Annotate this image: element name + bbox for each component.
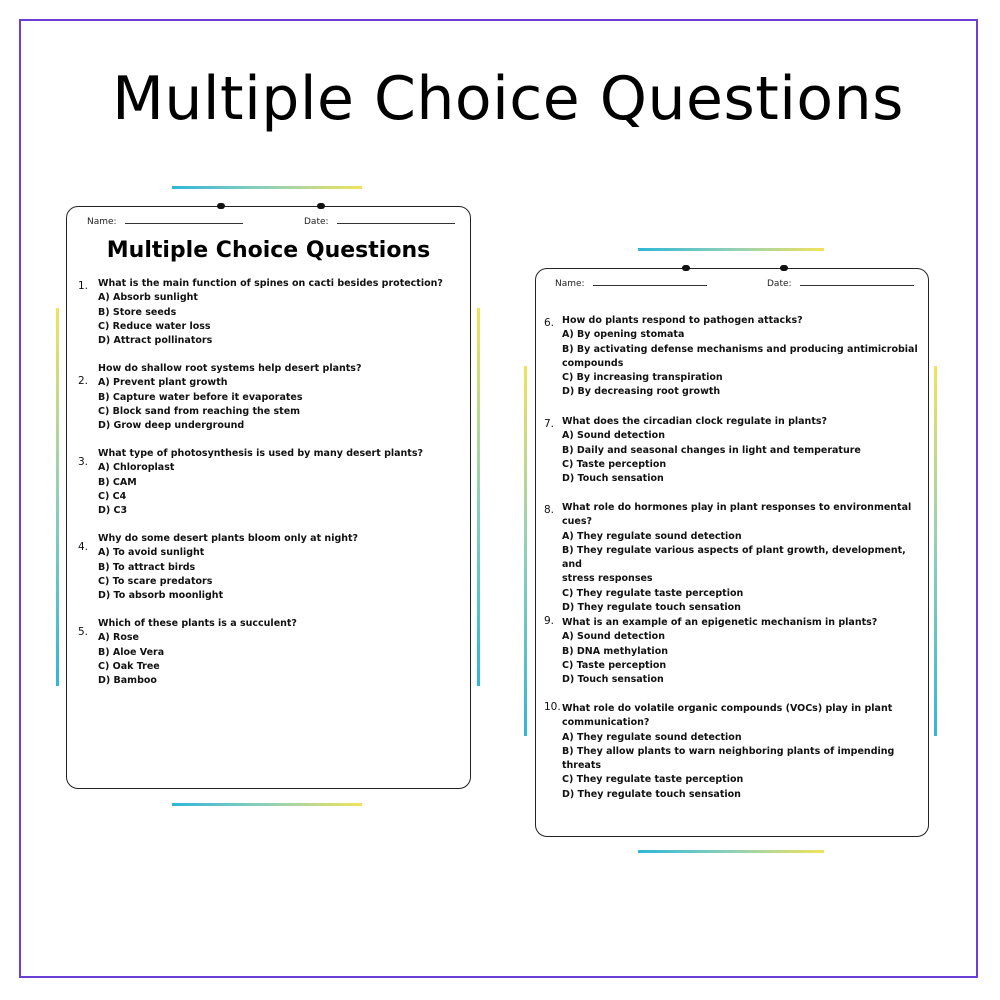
date-label: Date: [304, 217, 329, 227]
answer-option: B) Aloe Vera [98, 646, 165, 658]
question-number: 3. [78, 456, 89, 468]
question-number: 8. [544, 504, 555, 516]
answer-option: D) Grow deep underground [98, 420, 245, 432]
question-block [78, 532, 359, 603]
question-text: What is an example of an epigenetic mechanism in plants? [562, 617, 878, 628]
answer-option: B) Daily and seasonal changes in light and temperature [562, 444, 861, 456]
answer-option: D) Bamboo [98, 675, 157, 687]
answer-option: A) Sound detection [562, 430, 665, 442]
date-line [800, 285, 914, 286]
answer-option: A) By opening stomata [562, 329, 685, 341]
answer-option: C) Oak Tree [98, 660, 160, 672]
answer-option: D) They regulate touch sensation [562, 788, 741, 800]
deco-line-bottom-right [638, 850, 824, 853]
question-block [544, 415, 861, 486]
answer-option: C) They regulate taste perception [562, 587, 744, 599]
answer-option: D) Touch sensation [562, 473, 664, 485]
answer-option: C) By increasing transpiration [562, 372, 723, 384]
worksheet-page-2 [535, 268, 929, 837]
name-label: Name: [87, 217, 117, 227]
question-text: How do plants respond to pathogen attacks? [562, 315, 803, 326]
answer-option: D) Attract pollinators [98, 335, 213, 347]
question-block [544, 314, 918, 400]
question-number: 1. [78, 280, 89, 292]
answer-option: B) They regulate various aspects of plant growth, development, and [562, 544, 906, 571]
question-number: 4. [78, 541, 89, 553]
answer-option: B) Capture water before it evaporates [98, 391, 303, 403]
question-number: 9. [544, 615, 555, 627]
answer-option: C) C4 [98, 490, 127, 502]
binder-clip-icon [217, 203, 225, 209]
answer-option: D) By decreasing root growth [562, 386, 721, 398]
answer-option: A) Absorb sunlight [98, 292, 198, 304]
worksheet-title: Multiple Choice Questions [106, 238, 431, 263]
deco-line-right-outer [524, 366, 527, 736]
answer-option: C) Block sand from reaching the stem [98, 405, 301, 417]
question-block [544, 701, 928, 802]
date-label: Date: [767, 279, 792, 289]
question-text: communication? [562, 717, 650, 729]
deco-line-bottom-left [172, 803, 362, 806]
answer-option: C) Taste perception [562, 659, 667, 671]
worksheet-page-1 [66, 206, 471, 789]
answer-option: C) Taste perception [562, 458, 667, 470]
deco-line-top-right [638, 248, 824, 251]
question-text: What role do volatile organic compounds (VOCs) play in plant [562, 703, 893, 714]
deco-line-left-outer [56, 308, 59, 686]
answer-option: stress responses [562, 573, 653, 585]
answer-option: A) Chloroplast [98, 462, 175, 474]
question-text: Why do some desert plants bloom only at night? [98, 533, 359, 544]
answer-option: A) Prevent plant growth [98, 377, 228, 389]
deco-line-top-left [172, 186, 362, 189]
question-text: What is the main function of spines on cacti besides protection? [98, 278, 443, 289]
question-block [78, 447, 424, 518]
answer-option: B) They allow plants to warn neighboring plants of impending threats [562, 745, 895, 772]
question-text: cues? [562, 516, 593, 528]
name-field [87, 217, 243, 227]
deco-line-left-inner [477, 308, 480, 686]
binder-clip-icon [780, 265, 788, 271]
question-text: What role do hormones play in plant responses to environmental [562, 502, 912, 513]
answer-option: C) To scare predators [98, 575, 213, 587]
binder-clip-icon [317, 203, 325, 209]
answer-option: B) CAM [98, 476, 137, 488]
answer-option: B) To attract birds [98, 561, 196, 573]
answer-option: B) Store seeds [98, 306, 177, 318]
answer-option: A) To avoid sunlight [98, 547, 205, 559]
deco-line-right-inner [934, 366, 937, 736]
answer-option: D) C3 [98, 505, 128, 517]
question-block [544, 501, 928, 615]
question-block [78, 362, 362, 433]
question-block [78, 277, 443, 348]
question-text: How do shallow root systems help desert plants? [98, 363, 362, 374]
answer-option: D) Touch sensation [562, 674, 664, 686]
date-field [767, 279, 914, 289]
answer-option: D) They regulate touch sensation [562, 602, 741, 614]
answer-option: C) They regulate taste perception [562, 774, 744, 786]
name-line [593, 285, 707, 286]
answer-option: compounds [562, 357, 624, 369]
question-number: 10. [544, 701, 561, 713]
page-title: Multiple Choice Questions [112, 64, 904, 134]
date-line [337, 223, 455, 224]
answer-option: C) Reduce water loss [98, 320, 211, 332]
answer-option: A) Rose [98, 632, 139, 644]
binder-clip-icon [682, 265, 690, 271]
answer-option: A) They regulate sound detection [562, 731, 742, 743]
name-line [125, 223, 243, 224]
answer-option: B) By activating defense mechanisms and producing antimicrobial [562, 343, 918, 355]
answer-option: A) They regulate sound detection [562, 530, 742, 542]
question-number: 6. [544, 317, 555, 329]
question-block [544, 615, 878, 687]
question-number: 2. [78, 375, 89, 387]
answer-option: D) To absorb moonlight [98, 590, 224, 602]
question-text: Which of these plants is a succulent? [98, 618, 297, 629]
answer-option: B) DNA methylation [562, 645, 668, 657]
name-field [555, 279, 707, 289]
question-number: 5. [78, 626, 89, 638]
question-text: What does the circadian clock regulate in plants? [562, 416, 828, 427]
question-block [78, 617, 297, 688]
name-label: Name: [555, 279, 585, 289]
date-field [304, 217, 455, 227]
answer-option: A) Sound detection [562, 631, 665, 643]
question-text: What type of photosynthesis is used by many desert plants? [98, 448, 424, 459]
question-number: 7. [544, 418, 555, 430]
